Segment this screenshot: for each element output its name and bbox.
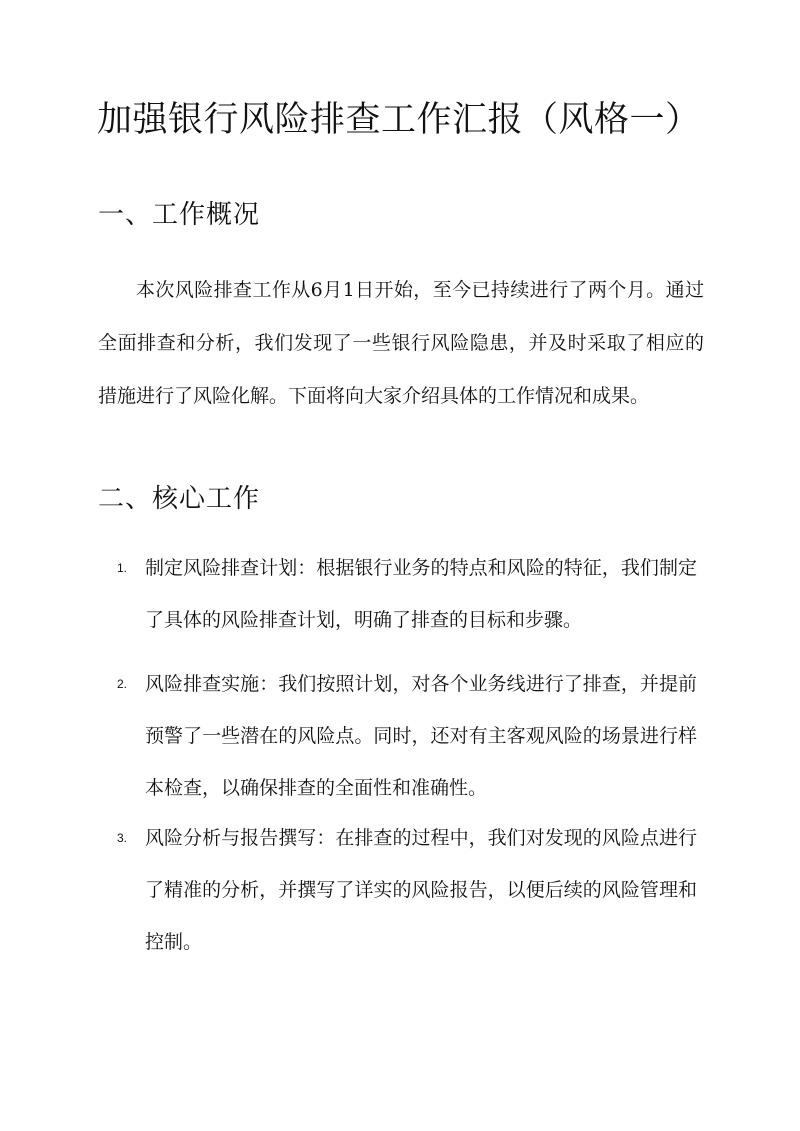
list-item <box>117 658 697 814</box>
list-item-text: 风险分析与报告撰写：在排查的过程中，我们对发现的风险点进行了精准的分析，并撰写了详实的风险报告，以便后续的风险管理和控制。 <box>145 827 697 953</box>
list-item-number: 1. <box>117 561 128 575</box>
overview-paragraph: 本次风险排查工作从6月1日开始，至今已持续进行了两个月。通过全面排查和分析，我们发现了一些银行风险隐患，并及时采取了相应的措施进行了风险化解。下面将向大家介绍具体的工作情况和成果。 <box>98 279 704 407</box>
document-title: 加强银行风险排查工作汇报（风格一） <box>97 100 701 140</box>
list-item <box>117 812 697 968</box>
list-item-number: 2. <box>117 677 128 691</box>
list-item-text: 风险排查实施：我们按照计划，对各个业务线进行了排查，并提前预警了一些潜在的风险点。同时，还对有主客观风险的场景进行样本检查，以确保排查的全面性和准确性。 <box>145 673 697 799</box>
section-heading-core-work: 二、核心工作 <box>98 484 261 514</box>
list-item <box>117 542 697 646</box>
section-heading-overview: 一、工作概况 <box>98 200 261 230</box>
list-item-number: 3. <box>117 831 128 845</box>
list-item-text: 制定风险排查计划：根据银行业务的特点和风险的特征，我们制定了具体的风险排查计划，明确了排查的目标和步骤。 <box>145 557 697 631</box>
